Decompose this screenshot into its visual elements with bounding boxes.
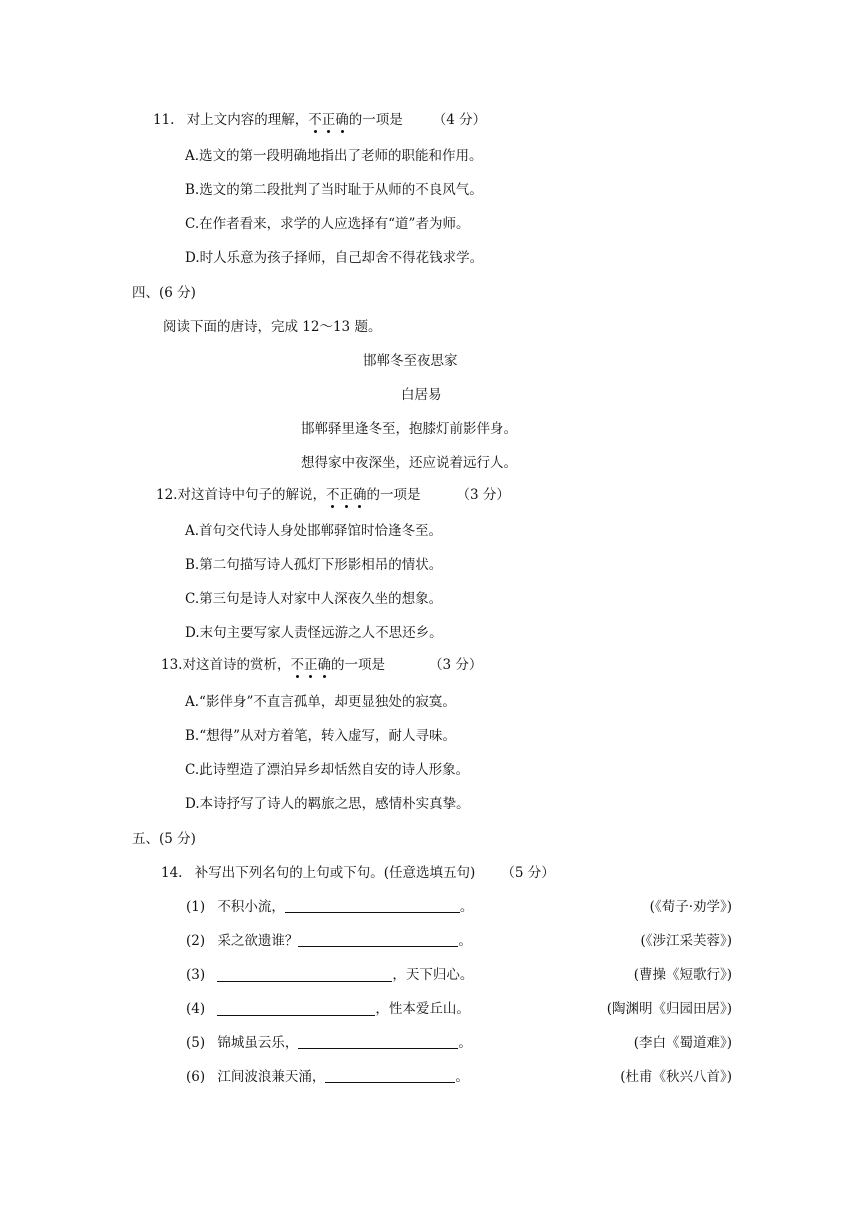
q14-item-5 [186, 1033, 472, 1053]
q12-option-c: C.第三句是诗人对家中人深夜久坐的想象。 [185, 591, 443, 607]
q14-item-6-source: (杜甫《秋兴八首》) [620, 1069, 732, 1085]
q13-stem [161, 655, 482, 675]
q14-item-3 [186, 965, 473, 985]
q14-item-5-source: (李白《蜀道难》) [633, 1035, 732, 1051]
q14-item-number: (1) [186, 899, 206, 915]
answer-blank[interactable] [217, 967, 392, 982]
q13-score: （3 分） [428, 657, 483, 673]
q14-item-after: 。 [459, 899, 474, 915]
q14-item-2 [186, 931, 472, 951]
q14-item-after: ，性本爱丘山。 [375, 1001, 470, 1017]
q14-item-before: 不积小流， [217, 899, 285, 915]
answer-blank[interactable] [298, 932, 458, 947]
q14-item-number: (3) [186, 967, 206, 983]
q12-text-post: 的一项是 [366, 487, 421, 503]
q13-option-c: C.此诗塑造了漂泊异乡却恬然自安的诗人形象。 [185, 762, 470, 778]
q12-text-pre: 对这首诗中句子的解说， [177, 487, 326, 503]
q12-emph-char: 正 [339, 487, 353, 503]
q12-score: （3 分） [456, 487, 510, 503]
q14-item-6 [186, 1067, 469, 1087]
q11-stem [153, 110, 486, 130]
q14-item-after: 。 [458, 933, 472, 949]
q11-option-c: C.在作者看来，求学的人应选择有“道”者为师。 [185, 216, 470, 232]
q13-option-d: D.本诗抒写了诗人的羁旅之思，感情朴实真挚。 [185, 796, 470, 812]
q11-emph-char: 确 [335, 112, 349, 128]
q11-option-a: A.选文的第一段明确地指出了老师的职能和作用。 [185, 148, 483, 164]
answer-blank[interactable] [217, 1001, 375, 1016]
q12-option-b: B.第二句描写诗人孤灯下形影相吊的情状。 [185, 557, 443, 573]
q14-text: 补写出下列名句的上句或下句。(任意选填五句) [194, 865, 476, 881]
q11-text-pre: 对上文内容的理解， [186, 112, 309, 128]
q12-stem [156, 485, 510, 505]
q13-emph-char: 正 [303, 657, 318, 673]
answer-blank[interactable] [325, 1068, 455, 1083]
q13-text-post: 的一项是 [330, 657, 385, 673]
section4-heading: 四、(6 分) [132, 285, 196, 301]
q14-item-after: 。 [458, 1035, 472, 1051]
q14-item-2-source: (《涉江采芙蓉》) [640, 933, 732, 949]
poem-line-1: 邯郸驿里逢冬至，抱膝灯前影伴身。 [301, 421, 517, 437]
q14-item-number: (2) [186, 933, 206, 949]
q11-text-post: 的一项是 [348, 112, 403, 128]
q14-number: 14. [161, 865, 183, 881]
answer-blank[interactable] [285, 898, 460, 913]
q14-item-number: (5) [186, 1035, 206, 1051]
q14-item-4 [186, 999, 470, 1019]
q13-number: 13. [161, 657, 183, 673]
q14-item-after: 。 [455, 1069, 469, 1085]
q14-item-4-source: (陶渊明《归园田居》) [606, 1001, 732, 1017]
q13-emph-char: 确 [317, 657, 331, 673]
q14-item-3-source: (曹操《短歌行》) [633, 967, 732, 983]
q14-item-before: 江间波浪兼天涌， [217, 1069, 326, 1085]
q14-item-before: 采之欲遗谁？ [217, 933, 299, 949]
q12-emph-char: 不 [325, 487, 340, 503]
q11-option-d: D.时人乐意为孩子择师，自己却舍不得花钱求学。 [185, 250, 484, 266]
q14-item-number: (6) [186, 1069, 206, 1085]
section5-heading: 五、(5 分) [132, 831, 196, 847]
q12-option-a: A.首句交代诗人身处邯郸驿馆时恰逢冬至。 [185, 523, 443, 539]
poem-title: 邯郸冬至夜思家 [363, 353, 458, 369]
q11-emph-char: 不 [308, 112, 322, 128]
q13-option-a: A.“影伴身”不直言孤单，却更显独处的寂寞。 [185, 694, 456, 710]
q14-item-after: ，天下归心。 [392, 967, 474, 983]
poem-line-2: 想得家中夜深坐，还应说着远行人。 [301, 455, 517, 471]
q14-item-number: (4) [186, 1001, 206, 1017]
poem-author: 白居易 [401, 387, 442, 403]
q13-emph-char: 不 [290, 657, 304, 673]
q11-emph-char: 正 [321, 112, 336, 128]
q12-emph-char: 确 [352, 487, 367, 503]
q13-text-pre: 对这首诗的赏析， [182, 657, 291, 673]
q11-number: 11. [153, 112, 175, 128]
answer-blank[interactable] [298, 1034, 458, 1049]
q12-option-d: D.末句主要写家人责怪远游之人不思还乡。 [185, 625, 443, 641]
section4-intro: 阅读下面的唐诗，完成 12～13 题。 [163, 319, 382, 335]
q14-stem [161, 863, 555, 883]
q12-number: 12. [156, 487, 178, 503]
q13-option-b: B.“想得”从对方着笔，转入虚写，耐人寻味。 [185, 728, 457, 744]
q14-item-before: 锦城虽云乐， [217, 1035, 299, 1051]
q11-option-b: B.选文的第二段批判了当时耻于从师的不良风气。 [185, 182, 483, 198]
q14-score: （5 分） [501, 865, 555, 881]
q14-item-1 [186, 897, 473, 917]
q14-item-1-source: (《荀子·劝学》) [649, 899, 732, 915]
q11-score: （4 分） [432, 112, 487, 128]
